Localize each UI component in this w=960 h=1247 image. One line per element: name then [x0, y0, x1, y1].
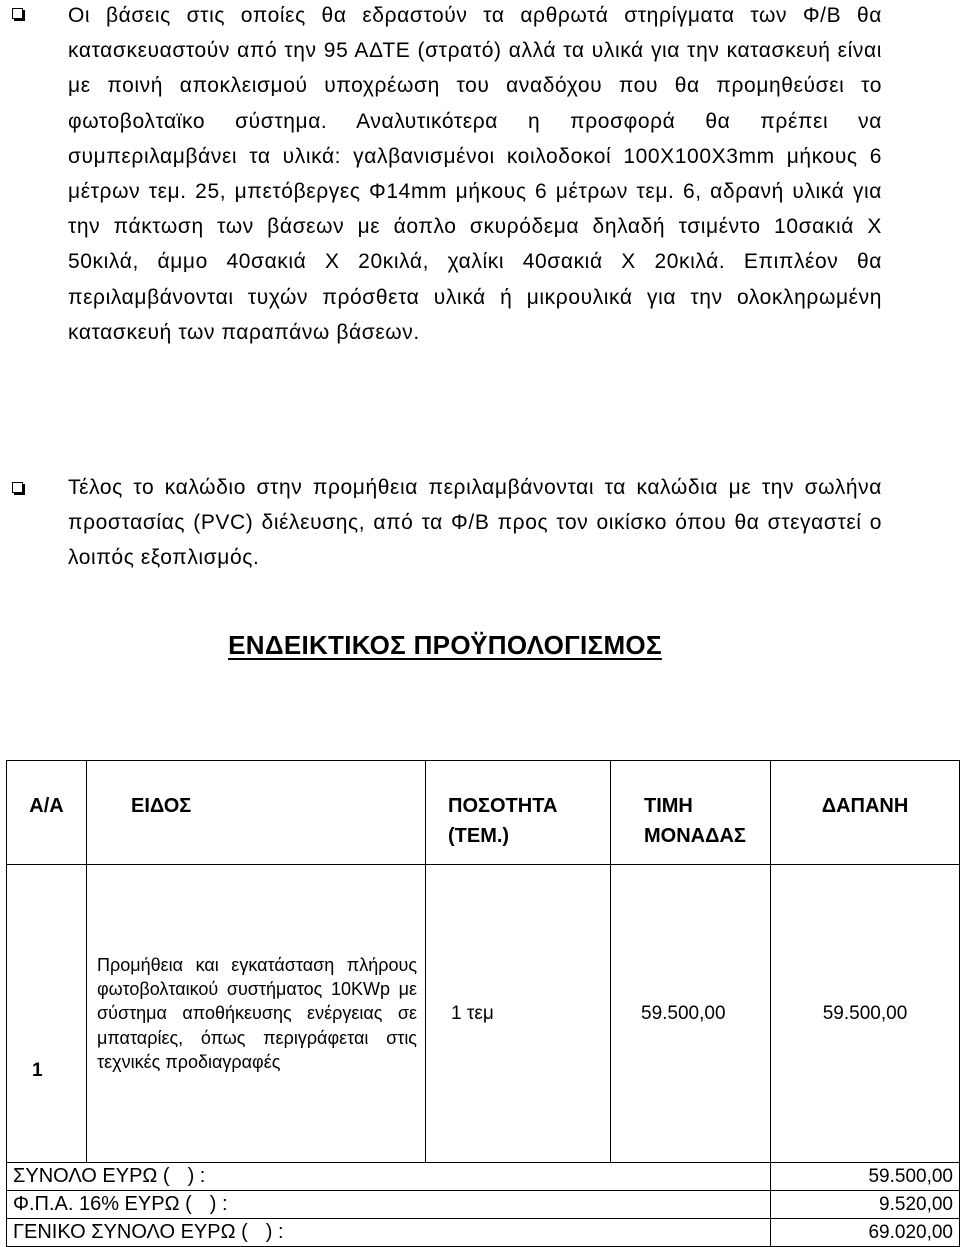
paragraph-bases-materials: Οι βάσεις στις οποίες θα εδραστούν τα αρθρωτά στηρίγματα των Φ/Β θα κατασκευαστούν από την 95 ΑΔΤΕ (στρατό) αλλά τα υλικά για την κατασκευή είναι με ποινή αποκλεισμού υποχρέωση του αναδόχου που θα προμηθεύσει το φωτοβολταϊκο σύστημα. Αναλυτικότερα η προσφορά θα πρέπει να συμπεριλαμβάνει τα υλικά: γαλβανισμένοι κοιλοδοκοί 100Χ100Χ3mm μήκους 6 μέτρων τεμ. 25, μπετόβεργες Φ14mm μήκους 6 μέτρων τεμ. 6, αδρανή υλικά για την πάκτωση των βάσεων με άοπλο σκυρόδεμα δηλαδή τσιμέντο 10σακιά Χ 50κιλά, άμμο 40σακιά Χ 20κιλά, χαλίκι 40σακιά Χ 20κιλά. Επιπλέον θα περιλαμβάνονται τυχών πρόσθετα υλικά ή μικρουλικά για την ολοκληρωμένη κατασκευή των παραπάνω βάσεων.	[68, 4, 882, 344]
header-item: ΕΙΔΟΣ	[87, 761, 426, 865]
vat-label: Φ.Π.Α. 16% ΕΥΡΩ ( ) :	[7, 1191, 771, 1219]
total-row	[7, 1163, 960, 1191]
checkbox-bullet-icon	[12, 8, 23, 19]
table-row	[7, 865, 960, 1163]
budget-table	[6, 760, 960, 1247]
budget-heading: ΕΝΔΕΙΚΤΙΚΟΣ ΠΡΟΫΠΟΛΟΓΙΣΜΟΣ	[228, 630, 662, 660]
total-value: 59.500,00	[771, 1163, 960, 1191]
grand-total-label: ΓΕΝΙΚΟ ΣΥΝΟΛΟ ΕΥΡΩ ( ) :	[7, 1219, 771, 1247]
cell-cost: 59.500,00	[771, 865, 960, 1163]
paragraph-cables: Τέλος το καλώδιο στην προμήθεια περιλαμβάνονται τα καλώδια με την σωλήνα προστασίας (PVC) διέλευσης, από τα Φ/Β προς τον οικίσκο όπου θα στεγαστεί ο λοιπός εξοπλισμός.	[68, 476, 882, 570]
checkbox-bullet-icon	[12, 482, 23, 493]
header-quantity: ΠΟΣΟΤΗΤΑ (ΤΕΜ.)	[426, 761, 611, 865]
table-header-row	[7, 761, 960, 865]
vat-row	[7, 1191, 960, 1219]
vat-value: 9.520,00	[771, 1191, 960, 1219]
header-cost: ΔΑΠΑΝΗ	[771, 761, 960, 865]
cell-item-description: Προμήθεια και εγκατάσταση πλήρους φωτοβολταικού συστήματος 10KWp με σύστημα αποθήκευσης ενέργειας σε μπαταρίες, όπως περιγράφεται στις τεχνικές προδιαγραφές	[87, 865, 426, 1163]
total-label: ΣΥΝΟΛΟ ΕΥΡΩ ( ) :	[7, 1163, 771, 1191]
cell-quantity: 1 τεμ	[426, 865, 611, 1163]
cell-unit-price: 59.500,00	[611, 865, 771, 1163]
grand-total-value: 69.020,00	[771, 1219, 960, 1247]
cell-aa: 1	[7, 865, 87, 1163]
header-aa: Α/Α	[7, 761, 87, 865]
header-unit-price: ΤΙΜΗ ΜΟΝΑΔΑΣ	[611, 761, 771, 865]
grand-total-row	[7, 1219, 960, 1247]
